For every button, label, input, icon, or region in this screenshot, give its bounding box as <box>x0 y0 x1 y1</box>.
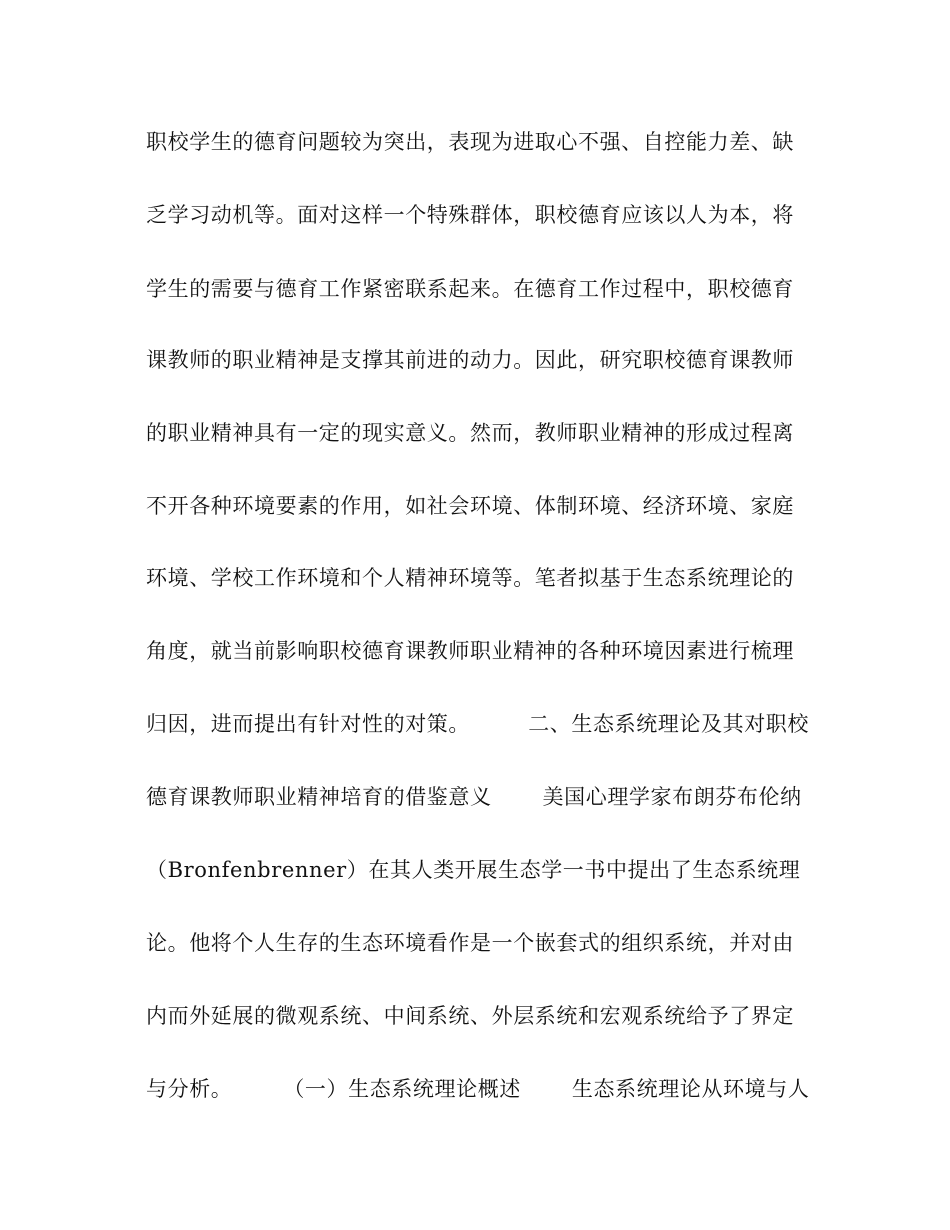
text-line-13: 内而外延展的微观系统、中间系统、外层系统和宏观系统给予了界定 <box>146 1004 794 1028</box>
text-line-5: 的职业精神具有一定的现实意义。然而，教师职业精神的形成过程离 <box>146 421 794 445</box>
text-line-11: （Bronfenbrenner）在其人类开展生态学一书中提出了生态系统理 <box>146 858 801 882</box>
text-line-12: 论。他将个人生存的生态环境看作是一个嵌套式的组织系统，并对由 <box>146 931 794 955</box>
text-line-2: 乏学习动机等。面对这样一个特殊群体，职校德育应该以人为本，将 <box>146 203 794 227</box>
text-line-10: 德育课教师职业精神培育的借鉴意义 美国心理学家布朗芬布伦纳 <box>146 785 802 809</box>
text-line-8: 角度，就当前影响职校德育课教师职业精神的各种环境因素进行梳理 <box>146 639 794 663</box>
text-line-9: 归因，进而提出有针对性的对策。 二、生态系统理论及其对职校 <box>146 712 809 736</box>
text-line-6: 不开各种环境要素的作用，如社会环境、体制环境、经济环境、家庭 <box>146 494 794 518</box>
text-line-14: 与分析。 （一）生态系统理论概述 生态系统理论从环境与人 <box>146 1077 810 1101</box>
text-line-3: 学生的需要与德育工作紧密联系起来。在德育工作过程中，职校德育 <box>146 277 794 301</box>
text-line-4: 课教师的职业精神是支撑其前进的动力。因此，研究职校德育课教师 <box>146 348 794 372</box>
text-line-7: 环境、学校工作环境和个人精神环境等。笔者拟基于生态系统理论的 <box>146 566 794 590</box>
text-line-1: 职校学生的德育问题较为突出，表现为进取心不强、自控能力差、缺 <box>146 130 794 154</box>
